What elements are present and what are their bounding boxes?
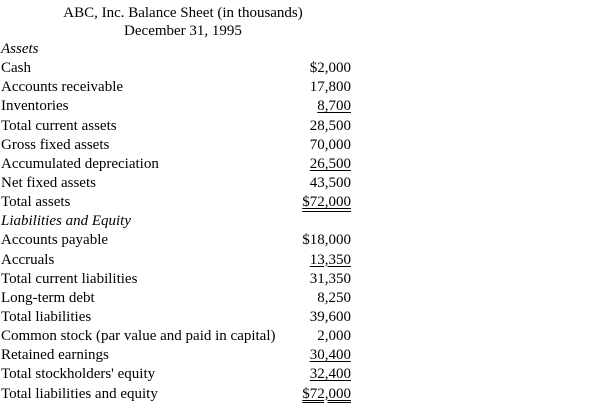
line-item-label: Total current assets xyxy=(1,117,117,134)
balance-sheet-rows xyxy=(0,40,600,404)
line-item-value xyxy=(240,251,351,270)
line-item-label: Total current liabilities xyxy=(1,270,138,287)
line-item xyxy=(0,97,600,116)
section-heading xyxy=(0,40,600,59)
line-item xyxy=(0,365,600,384)
line-item xyxy=(0,155,600,174)
line-item-label: Long-term debt xyxy=(1,289,95,306)
line-item-label: Total liabilities and equity xyxy=(1,385,158,402)
sheet-date: December 31, 1995 xyxy=(124,23,242,39)
line-item-amount: 2,000 xyxy=(317,328,351,345)
line-item xyxy=(0,136,600,155)
line-item xyxy=(0,385,600,404)
line-item-value xyxy=(240,117,351,136)
line-item-value xyxy=(240,59,351,78)
line-item-amount: 70,000 xyxy=(309,136,351,153)
line-item-value xyxy=(240,308,351,327)
line-item-amount: 26,500 xyxy=(309,155,351,172)
line-item-amount: $72,000 xyxy=(302,385,351,402)
sheet-title: ABC, Inc. Balance Sheet (in thousands) xyxy=(63,5,303,21)
line-item-label: Gross fixed assets xyxy=(1,136,110,153)
line-item-amount: 31,350 xyxy=(309,270,351,287)
line-item-amount: 17,800 xyxy=(309,79,351,96)
line-item-label: Total liabilities xyxy=(1,308,92,325)
line-item-label: Cash xyxy=(1,60,31,77)
line-item-amount: 28,500 xyxy=(309,117,351,134)
line-item xyxy=(0,346,600,365)
line-item-value xyxy=(240,193,351,212)
line-item-value xyxy=(240,78,351,97)
line-item-amount: 32,400 xyxy=(309,366,351,383)
line-item-value xyxy=(240,155,351,174)
line-item-label: Total stockholders' equity xyxy=(1,366,156,383)
line-item xyxy=(0,117,600,136)
line-item-amount: 39,600 xyxy=(309,308,351,325)
line-item-value xyxy=(240,136,351,155)
line-item-label: Accumulated depreciation xyxy=(1,155,159,172)
section-heading xyxy=(0,212,600,231)
line-item xyxy=(0,251,600,270)
line-item xyxy=(0,78,600,97)
line-item-amount: 8,250 xyxy=(317,289,351,306)
line-item-amount: $2,000 xyxy=(309,60,351,77)
line-item xyxy=(0,270,600,289)
section-heading-label: Assets xyxy=(1,41,39,57)
line-item-amount: 30,400 xyxy=(309,347,351,364)
line-item xyxy=(0,231,600,250)
line-item-label: Net fixed assets xyxy=(1,174,96,191)
line-item xyxy=(0,327,600,346)
line-item-value xyxy=(240,270,351,289)
line-item-label: Accruals xyxy=(1,251,55,268)
line-item-amount: $18,000 xyxy=(302,232,351,249)
line-item xyxy=(0,289,600,308)
line-item-label: Retained earnings xyxy=(1,347,109,364)
section-heading-label: Liabilities and Equity xyxy=(1,213,131,230)
line-item-label: Total assets xyxy=(1,194,71,211)
line-item xyxy=(0,59,600,78)
line-item xyxy=(0,174,600,193)
line-item-value xyxy=(240,231,351,250)
line-item-value xyxy=(240,289,351,308)
line-item-label: Inventories xyxy=(1,98,69,115)
line-item-amount: 13,350 xyxy=(309,251,351,268)
line-item-label: Accounts payable xyxy=(1,232,109,249)
line-item-value xyxy=(240,174,351,193)
line-item xyxy=(0,193,600,212)
line-item-label: Common stock (par value and paid in capital) xyxy=(1,328,276,345)
line-item-value xyxy=(240,346,351,365)
line-item xyxy=(0,308,600,327)
line-item-amount: 43,500 xyxy=(309,174,351,191)
line-item-amount: $72,000 xyxy=(302,194,351,211)
line-item-value xyxy=(240,327,351,346)
line-item-value xyxy=(240,365,351,384)
line-item-amount: 8,700 xyxy=(317,98,351,115)
line-item-value xyxy=(240,385,351,404)
line-item-label: Accounts receivable xyxy=(1,79,124,96)
line-item-value xyxy=(240,97,351,116)
